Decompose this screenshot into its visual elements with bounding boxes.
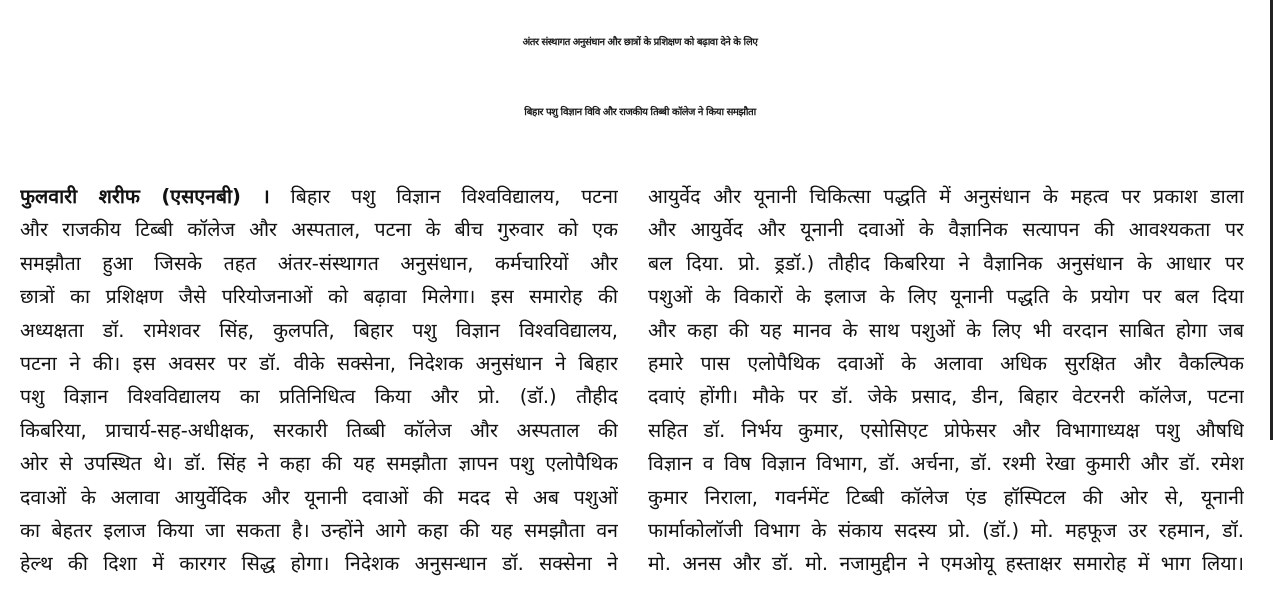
article-line: फार्माकोलॉजी विभाग के संकाय सदस्य प्रो. (डॉ.) मो. महफूज उर रहमान, डॉ. bbox=[648, 519, 1244, 543]
article-line: किबरिया, प्राचार्य-सह-अधीक्षक, सरकारी तिब्बी कॉलेज और अस्पताल की bbox=[20, 418, 618, 442]
article-line: कुमार निराला, गवर्नमेंट टिब्बी कॉलेज एंड हॉस्पिटल की ओर से, यूनानी bbox=[648, 485, 1244, 509]
article-column-left bbox=[20, 180, 618, 600]
article-line: दवाओं के अलावा आयुर्वेदिक और यूनानी दवाओं की मदद से अब पशुओं bbox=[20, 485, 618, 509]
article-line: और कहा की यह मानव के साथ पशुओं के लिए भी वरदान साबित होगा जब bbox=[648, 318, 1244, 342]
article-line: आयुर्वेद और यूनानी चिकित्सा पद्धति में अनुसंधान के महत्व पर प्रकाश डाला bbox=[648, 185, 1244, 208]
article-text: बिहार पशु विज्ञान विश्वविद्यालय, पटना bbox=[290, 185, 618, 208]
article-line: अध्यक्षता डॉ. रामेशवर सिंह, कुलपति, बिहार पशु विज्ञान विश्वविद्यालय, bbox=[20, 318, 618, 342]
headline-line-1: अंतर संस्थागत अनुसंधान और छात्रों के प्रशिक्षण को बढ़ावा देने के लिए bbox=[522, 37, 758, 48]
column-rule bbox=[1270, 0, 1273, 440]
article-column-right bbox=[648, 180, 1244, 600]
article-line: समझौता हुआ जिसके तहत अंतर-संस्थागत अनुसंधान, कर्मचारियों और bbox=[20, 251, 618, 275]
article-line: पशुओं के विकारों के इलाज के लिए यूनानी पद्धति के प्रयोग पर बल दिया bbox=[648, 285, 1244, 309]
article-line: हेल्थ की दिशा में कारगर सिद्ध होगा। निदेशक अनुसन्धान डॉ. सक्सेना ने bbox=[20, 552, 618, 576]
headline-line-2: बिहार पशु विज्ञान विवि और राजकीय तिब्बी कॉलेज ने किया समझौता bbox=[524, 107, 756, 118]
article-line bbox=[20, 180, 618, 213]
article-line: मो. अनस और डॉ. मो. नजामुद्दीन ने एमओयू हस्ताक्षर समारोह में भाग लिया। bbox=[648, 552, 1244, 576]
article-line: और राजकीय टिब्बी कॉलेज और अस्पताल, पटना के बीच गुरुवार को एक bbox=[20, 218, 618, 242]
article-line: दवाएं होंगी। मौके पर डॉ. जेके प्रसाद, डीन, बिहार वेटरनरी कॉलेज, पटना bbox=[648, 385, 1244, 409]
article-line: और आयुर्वेद और यूनानी दवाओं के वैज्ञानिक सत्यापन की आवश्यकता पर bbox=[648, 218, 1244, 242]
article-line: विज्ञान व विष विज्ञान विभाग, डॉ. अर्चना, डॉ. रश्मी रेखा कुमारी और डॉ. रमेश bbox=[648, 452, 1244, 476]
dateline: फुलवारी शरीफ (एसएनबी) । bbox=[20, 185, 270, 208]
article-line: पशु विज्ञान विश्वविद्यालय का प्रतिनिधित्व किया और प्रो. (डॉ.) तौहीद bbox=[20, 385, 618, 409]
article-line: सहित डॉ. निर्भय कुमार, एसोसिएट प्रोफेसर और विभागाध्यक्ष पशु औषधि bbox=[648, 418, 1244, 442]
article-line: हमारे पास एलोपैथिक दवाओं के अलावा अधिक सुरक्षित और वैकल्पिक bbox=[648, 352, 1244, 376]
headline bbox=[0, 8, 1280, 148]
article-line: बल दिया. प्रो. ड्रडॉ.) तौहीद किबरिया ने वैज्ञानिक अनुसंधान के आधार पर bbox=[648, 251, 1244, 275]
article-line: ओर से उपस्थित थे। डॉ. सिंह ने कहा की यह समझौता ज्ञापन पशु एलोपैथिक bbox=[20, 452, 618, 476]
article-line: का बेहतर इलाज किया जा सकता है। उन्होंने आगे कहा की यह समझौता वन bbox=[20, 519, 618, 543]
article-line: छात्रों का प्रशिक्षण जैसे परियोजनाओं को बढ़ावा मिलेगा। इस समारोह की bbox=[20, 285, 618, 309]
article-line: पटना ने की। इस अवसर पर डॉ. वीके सक्सेना, निदेशक अनुसंधान ने बिहार bbox=[20, 352, 618, 376]
